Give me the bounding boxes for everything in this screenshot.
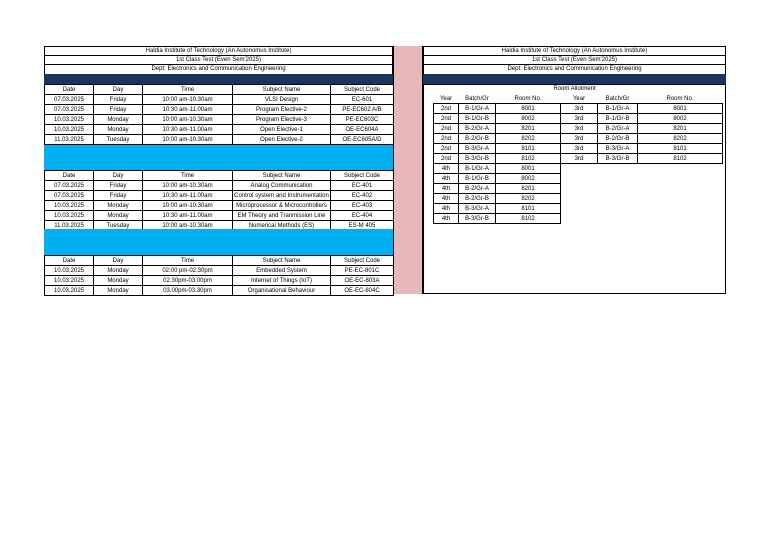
header-batch: Batch/Gr [465,95,489,102]
batch-cell: B-1/Gr-B [459,114,496,124]
header-date: Date [45,256,94,266]
day-cell: Monday [94,211,143,221]
year-cell: 3rd [561,144,598,154]
day-cell: Monday [94,125,143,135]
date-cell: 10.03.2025 [45,286,94,296]
table-row [45,105,394,115]
header-code: Subject Code [331,171,394,181]
time-cell: 10:00 am-10.30am [143,115,233,125]
batch-cell: B-2/Gr-A [598,124,638,134]
subject-cell: Program Elective-2 [233,105,331,115]
year-cell: 4th [434,164,459,174]
header-room: Room No. [514,95,542,102]
room-cell: 8201 [496,184,561,194]
header-date: Date [45,171,94,181]
code-cell: ES-M 405 [331,221,394,231]
left-header-test: 1st Class Test (Even Sem'2025) [45,56,392,65]
header-day: Day [94,85,143,95]
room-header-row [434,94,561,104]
schedule-header-row [45,256,394,266]
schedule-header-row [45,171,394,181]
day-cell: Monday [94,276,143,286]
header-code: Subject Code [331,85,394,95]
table-row [434,144,561,154]
table-row [561,134,723,144]
year-cell: 2nd [434,114,459,124]
table-row [561,104,723,114]
date-cell: 07.03.2025 [45,191,94,201]
room-cell: 8101 [496,204,561,214]
year-cell: 4th [434,194,459,204]
code-cell: EC-404 [331,211,394,221]
subject-cell: Internet of Things (IoT) [233,276,331,286]
subject-cell: EM Theory and Tranmission Line [233,211,331,221]
day-cell: Monday [94,286,143,296]
date-cell: 10.03.2025 [45,211,94,221]
room-cell: 8202 [496,134,561,144]
table-row [434,124,561,134]
date-cell: 07.03.2025 [45,95,94,105]
day-cell: Tuesday [94,221,143,231]
batch-cell: B-3/Gr-A [598,144,638,154]
table-row [434,204,561,214]
table-row [45,286,394,296]
table-row [434,154,561,164]
year-cell: 3rd [561,154,598,164]
room-cell: 8102 [638,154,723,164]
time-cell: 10:00 am-10.30am [143,135,233,145]
time-cell: 10:00 am-10.30am [143,221,233,231]
code-cell: OE-EC604A [331,125,394,135]
left-header-institute: Haldia Institute of Technology (An Autonomus Institute) [45,47,392,56]
room-cell: 8201 [638,124,723,134]
subject-cell: Program Elective-3 [233,115,331,125]
batch-cell: B-1/Gr-A [459,164,496,174]
schedule-table-semester-6 [44,84,394,145]
code-cell: PE-EC603C [331,115,394,125]
right-header-test: 1st Class Test (Even Sem'2025) [424,56,725,65]
subject-cell: Numerical Methods (ES) [233,221,331,231]
code-cell: OE-EC-803A [331,276,394,286]
time-cell: 10:00 am-10.30am [143,95,233,105]
table-row [434,184,561,194]
room-cell: 8001 [496,164,561,174]
table-row [561,114,723,124]
date-cell: 11.03.2025 [45,135,94,145]
left-header [44,46,393,75]
time-cell: 10:30 am-11.00am [143,105,233,115]
code-cell: OE-EC605A/D [331,135,394,145]
table-row [45,181,394,191]
date-cell: 10.03.2025 [45,125,94,135]
subject-cell: Control system and Instrumentation [234,192,329,199]
subject-cell: Analog Communication [233,181,331,191]
year-cell: 4th [434,184,459,194]
table-row [45,115,394,125]
table-row [45,276,394,286]
batch-cell: B-3/Gr-A [459,144,496,154]
cyan-band-2 [44,229,393,255]
batch-cell: B-1/Gr-A [598,104,638,114]
batch-cell: B-1/Gr-B [459,174,496,184]
batch-cell: B-2/Gr-B [598,134,638,144]
table-row [45,211,394,221]
divider-column [393,46,423,294]
code-cell: EC-601 [331,95,394,105]
code-cell: OE-EC-804C [331,286,394,296]
table-row [45,135,394,145]
room-cell: 8202 [638,134,723,144]
year-cell: 2nd [434,124,459,134]
day-cell: Friday [94,105,143,115]
year-cell: 4th [434,204,459,214]
header-day: Day [94,171,143,181]
header-time: Time [143,171,233,181]
subject-cell: Microprocessor & Microcontrollers [233,201,331,211]
date-cell: 10.03.2025 [45,115,94,125]
day-cell: Friday [94,191,143,201]
table-row [434,134,561,144]
time-cell: 10:30 am-11.00am [143,191,233,201]
time-cell: 03.00pm-03.30pm [143,286,233,296]
subject-cell: Open Elective-2 [233,135,331,145]
batch-cell: B-3/Gr-B [598,154,638,164]
header-subject: Subject Name [233,171,331,181]
room-cell: 8002 [496,114,561,124]
header-year: Year [572,95,586,102]
batch-cell: B-2/Gr-B [459,134,496,144]
header-time: Time [143,256,233,266]
schedule-table-semester-4 [44,170,394,231]
batch-cell: B-3/Gr-B [459,154,496,164]
code-cell: EC-402 [331,191,394,201]
navy-band-left [44,74,393,84]
year-cell: 2nd [434,154,459,164]
room-cell: 8001 [496,104,561,114]
table-row [434,174,561,184]
time-cell: 02:00 pm-02.30pm [143,266,233,276]
table-row [45,266,394,276]
right-header [423,46,726,75]
room-cell: 8102 [496,154,561,164]
date-cell: 07.03.2025 [45,181,94,191]
table-row [561,144,723,154]
room-cell: 8101 [496,144,561,154]
batch-cell: B-3/Gr-B [459,214,496,224]
room-header-row [561,94,723,104]
room-cell: 8001 [638,104,723,114]
schedule-header-row [45,85,394,95]
year-cell: 2nd [434,134,459,144]
code-cell: EC-403 [331,201,394,211]
date-cell: 10.03.2025 [45,266,94,276]
header-date: Date [45,85,94,95]
room-cell: 8002 [496,174,561,184]
header-room: Room No. [666,95,694,102]
table-row [45,191,394,201]
room-allotment-table-left [433,94,561,224]
left-header-dept: Dept: Electronics and Communication Engineering [151,66,286,72]
year-cell: 3rd [561,104,598,114]
day-cell: Friday [94,181,143,191]
year-cell: 2nd [434,144,459,154]
header-code: Subject Code [331,256,394,266]
table-row [434,194,561,204]
table-row [434,214,561,224]
time-cell: 10:30 am-11.00am [143,125,233,135]
time-cell: 10:00 am-10.30am [143,201,233,211]
room-cell: 8201 [496,124,561,134]
room-cell: 8102 [496,214,561,224]
date-cell: 07.03.2025 [45,105,94,115]
header-subject: Subject Name [233,256,331,266]
room-cell: 8101 [638,144,723,154]
year-cell: 3rd [561,124,598,134]
time-cell: 02.30pm-03.00pm [143,276,233,286]
table-row [561,124,723,134]
schedule-table-semester-8 [44,255,394,296]
batch-cell: B-1/Gr-A [459,104,496,114]
code-cell: EC-401 [331,181,394,191]
time-cell: 10:00 am-10.30am [143,181,233,191]
room-allotment-table-right [560,94,723,164]
subject-cell: Open Elective-1 [233,125,331,135]
day-cell: Friday [94,95,143,105]
batch-cell: B-2/Gr-A [459,124,496,134]
header-subject: Subject Name [233,85,331,95]
batch-cell: B-1/Gr-B [598,114,638,124]
code-cell: PE-EC602 A/B [331,105,394,115]
day-cell: Monday [94,266,143,276]
day-cell: Monday [94,201,143,211]
batch-cell: B-2/Gr-A [459,184,496,194]
room-cell: 8202 [496,194,561,204]
room-allotment-title: Room Allotment [553,86,596,92]
year-cell: 3rd [561,114,598,124]
table-row [561,154,723,164]
table-row [434,164,561,174]
subject-cell: VLSI Design [233,95,331,105]
date-cell: 11.03.2025 [45,221,94,231]
code-cell: PE-EC-801C [331,266,394,276]
table-row [45,201,394,211]
year-cell: 2nd [434,104,459,114]
date-cell: 10.03.2025 [45,201,94,211]
batch-cell: B-3/Gr-A [459,204,496,214]
cyan-band-1 [44,145,393,170]
room-cell: 8002 [638,114,723,124]
year-cell: 4th [434,214,459,224]
batch-cell: B-2/Gr-B [459,194,496,204]
right-header-dept: Dept: Electronics and Communication Engineering [507,66,642,72]
right-header-institute: Haldia Institute of Technology (An Autonomus Institute) [424,47,725,56]
date-cell: 10.03.2025 [45,276,94,286]
time-cell: 10:30 am-11.00am [143,211,233,221]
header-year: Year [439,95,453,102]
day-cell: Monday [94,115,143,125]
header-day: Day [94,256,143,266]
subject-cell: Organisational Behaviour [233,286,331,296]
year-cell: 4th [434,174,459,184]
table-row [45,95,394,105]
navy-band-right [423,74,726,84]
table-row [45,125,394,135]
subject-cell: Embedded System [233,266,331,276]
year-cell: 3rd [561,134,598,144]
header-batch: Batch/Gr [605,95,630,102]
header-time: Time [143,85,233,95]
table-row [434,104,561,114]
table-row [434,114,561,124]
day-cell: Tuesday [94,135,143,145]
